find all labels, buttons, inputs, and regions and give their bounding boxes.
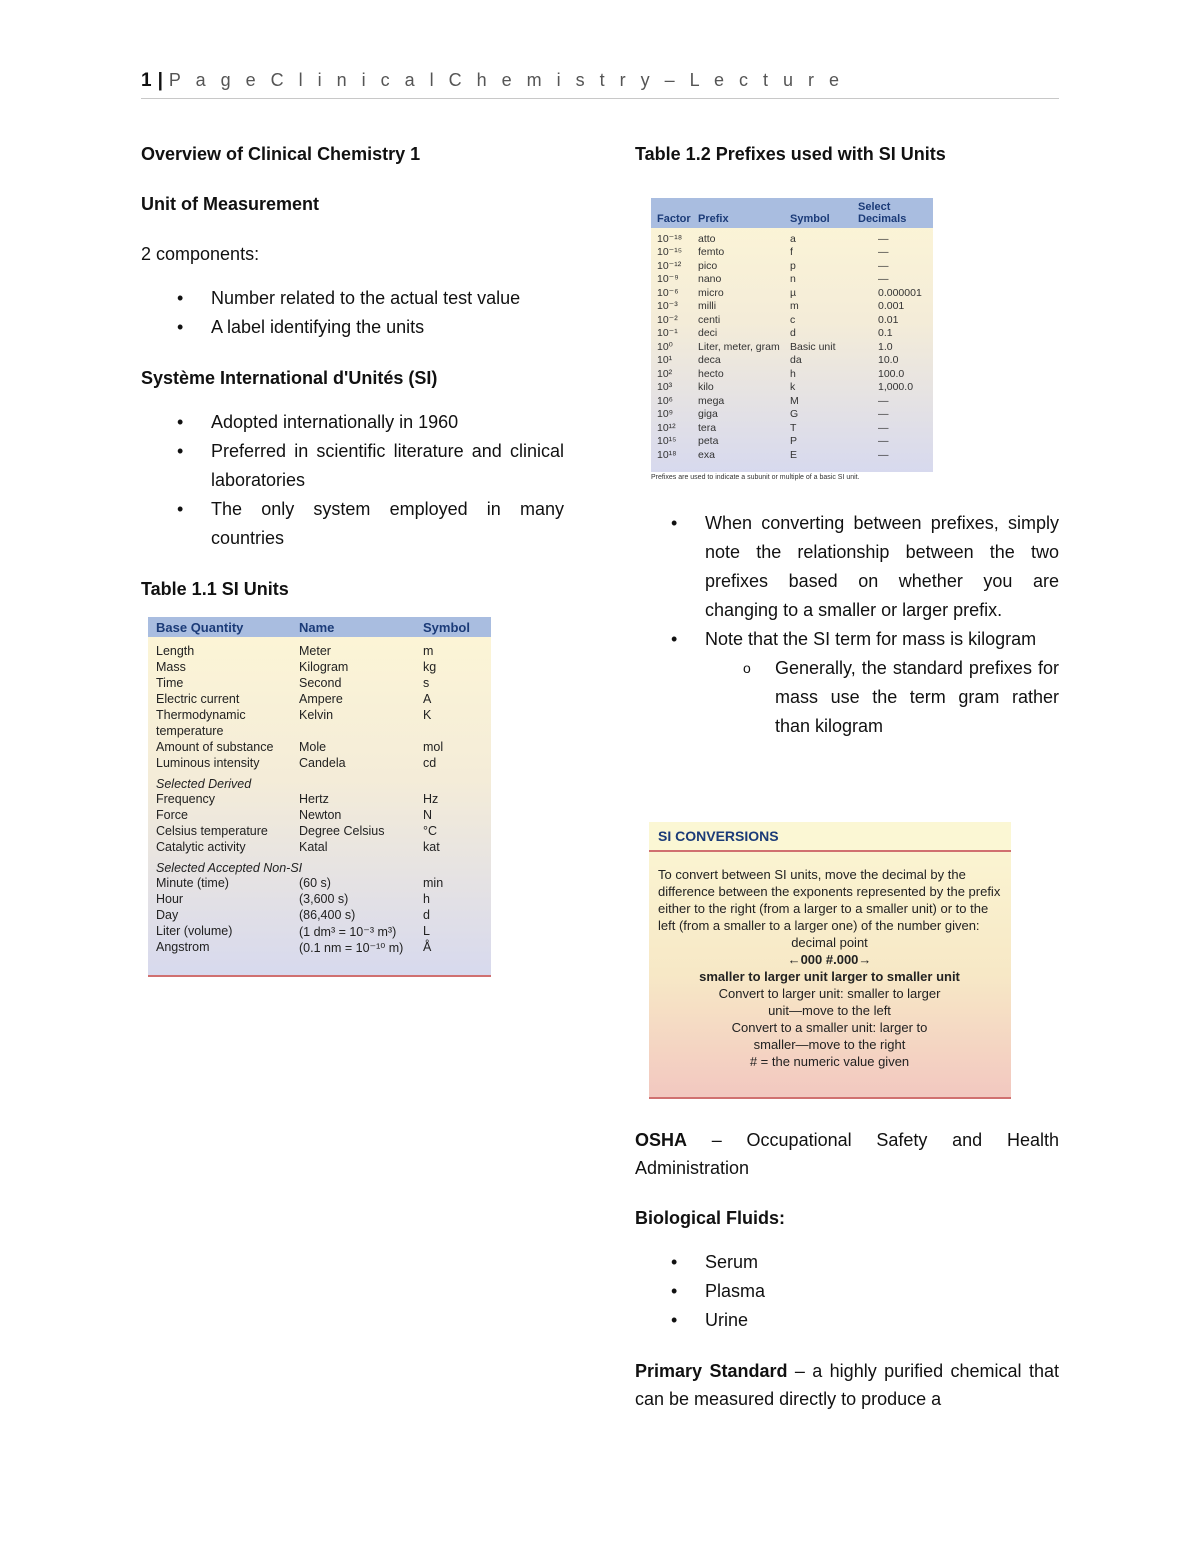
table-row	[651, 259, 933, 273]
table-cell: Hour	[156, 892, 184, 906]
table-row	[148, 823, 491, 839]
table-cell: 10⁻⁶	[657, 286, 679, 299]
table-row	[651, 435, 933, 449]
table-cell: µ	[790, 286, 797, 299]
table-cell: L	[423, 924, 430, 938]
list-item: • Urine	[635, 1306, 1059, 1335]
table-row	[651, 408, 933, 422]
table-row	[148, 939, 491, 955]
overview-heading: Overview of Clinical Chemistry 1	[141, 144, 421, 164]
table-cell: 1.0	[878, 340, 893, 353]
table-cell: P	[790, 435, 798, 448]
table-cell: 1,000.0	[878, 381, 914, 394]
list-item: • Plasma	[635, 1277, 1059, 1306]
fluids-list	[635, 1248, 1059, 1335]
table-row	[148, 675, 491, 691]
table-cell: f	[790, 246, 793, 259]
si-line: smaller to larger unit larger to smaller unit	[699, 969, 960, 984]
table-cell: a	[790, 232, 796, 245]
primary-standard-term: Primary Standard	[635, 1361, 788, 1381]
table-cell: Liter (volume)	[156, 924, 233, 938]
table-cell: cd	[423, 756, 437, 770]
table-row	[651, 367, 933, 381]
table-cell: Time	[156, 676, 184, 690]
list-item: • Number related to the actual test value	[141, 284, 564, 313]
table-cell: Kelvin	[299, 708, 334, 722]
table-cell: hecto	[698, 367, 724, 380]
header-title: P a g e C l i n i c a l C h e m i s t r y – L e c t u r e	[168, 70, 845, 90]
table-cell: Mole	[299, 740, 327, 754]
table-row	[148, 691, 491, 707]
prefixes-table	[651, 198, 933, 472]
si-line: decimal point	[791, 935, 868, 950]
table-row	[148, 643, 491, 659]
nonsi-rows	[148, 875, 491, 955]
table-row	[651, 448, 933, 462]
table12-footnote: Prefixes are used to indicate a subunit or multiple of a basic SI unit.	[651, 474, 860, 481]
table-cell: (0.1 nm = 10⁻¹⁰ m)	[299, 940, 404, 955]
table-cell: Mass	[156, 660, 186, 674]
header-separator: |	[157, 70, 163, 91]
table-cell: 10⁻²	[657, 313, 678, 326]
table-cell: 10²	[657, 367, 673, 380]
table-cell: —	[878, 448, 889, 461]
table-cell: m	[423, 644, 434, 658]
table-cell: N	[423, 808, 433, 822]
notes-list	[635, 509, 1059, 654]
si-line: unit—move to the left	[768, 1003, 891, 1018]
table-cell: 10⁻³	[657, 300, 678, 313]
page-number: 1	[141, 70, 152, 91]
table-row	[148, 659, 491, 675]
right-column	[635, 140, 1059, 190]
si-line: Convert to larger unit: smaller to larger	[718, 986, 941, 1001]
bullet-icon: •	[671, 1310, 678, 1330]
table11-caption: Table 1.1 SI Units	[141, 579, 289, 599]
osha-paragraph	[635, 1126, 1059, 1182]
subnotes-list	[705, 654, 1059, 741]
si-conversions-text: To convert between SI units, move the decimal by the difference between the exponents represented by the prefix either to the right (from a larger to a smaller unit) or to the left (from a smaller to a larger one) of the number given:	[658, 867, 1001, 933]
list-item: • Serum	[635, 1248, 1059, 1277]
list-item: • A label identifying the units	[141, 313, 564, 342]
table-row	[148, 875, 491, 891]
table-cell: —	[878, 408, 889, 421]
table-cell: —	[878, 273, 889, 286]
table-cell: d	[790, 327, 796, 340]
table-cell: tera	[698, 421, 717, 434]
table-cell: Length	[156, 644, 195, 658]
table-cell: giga	[698, 408, 718, 421]
table-cell: da	[790, 354, 802, 367]
table-cell: E	[790, 448, 798, 461]
table-cell: kg	[423, 660, 437, 674]
table-row	[651, 354, 933, 368]
table-row	[651, 273, 933, 287]
si-heading: Système International d'Unités (SI)	[141, 368, 438, 388]
osha-term: OSHA	[635, 1130, 688, 1150]
nonsi-section-label: Selected Accepted Non-SI	[156, 861, 303, 875]
table-cell: 10⁰	[657, 340, 673, 353]
table-cell: 0.01	[878, 313, 899, 326]
si-line: Convert to a smaller unit: larger to	[731, 1020, 928, 1035]
table-cell: Katal	[299, 840, 328, 854]
table-cell: temperature	[156, 724, 224, 738]
table-cell: A	[423, 692, 432, 706]
table-cell: —	[878, 421, 889, 434]
base-rows	[148, 643, 491, 771]
table-cell: 10¹	[657, 354, 673, 367]
si-line: # = the numeric value given	[749, 1054, 910, 1069]
table-cell: min	[423, 876, 444, 890]
table-row	[148, 807, 491, 823]
table-cell: Candela	[299, 756, 346, 770]
table-cell: Meter	[299, 644, 331, 658]
table-cell: Basic unit	[790, 340, 836, 353]
table-cell: Luminous intensity	[156, 756, 260, 770]
table-cell: Ampere	[299, 692, 343, 706]
list-item: • When converting between prefixes, simply note the relationship between the two prefixes based on whether you are changing to a smaller or larger prefix.	[635, 509, 1059, 625]
table-cell: p	[790, 259, 796, 272]
bullet-icon: •	[177, 499, 184, 519]
bullet-icon: •	[177, 412, 184, 432]
table-cell: (3,600 s)	[299, 892, 349, 906]
components-list	[141, 284, 564, 342]
table-cell: mega	[698, 394, 725, 407]
table-row	[651, 232, 933, 246]
table-cell: k	[790, 381, 796, 394]
table-cell: 10⁻¹²	[657, 259, 682, 272]
table-row	[651, 313, 933, 327]
table-cell: Minute (time)	[156, 876, 229, 890]
table-cell: 10¹⁸	[657, 448, 677, 461]
table-cell: atto	[698, 232, 716, 245]
table-cell: —	[878, 435, 889, 448]
derived-rows	[148, 791, 491, 855]
list-item: o Generally, the standard prefixes for mass use the term gram rather than kilogram	[705, 654, 1059, 741]
table-cell: M	[790, 394, 799, 407]
prefix-rows	[651, 232, 933, 462]
si-line: smaller—move to the right	[753, 1037, 906, 1052]
table-cell: h	[423, 892, 430, 906]
table-header: Factor Prefix Symbol Select Decimals	[651, 198, 933, 228]
left-column	[141, 140, 564, 625]
table-row	[148, 755, 491, 771]
table-cell: milli	[698, 300, 717, 313]
bullet-icon: •	[671, 513, 678, 533]
table-cell: n	[790, 273, 796, 286]
bullet-icon: •	[671, 1281, 678, 1301]
table-cell: (1 dm³ = 10⁻³ m³)	[299, 924, 397, 939]
table-cell: G	[790, 408, 799, 421]
table-cell: deci	[698, 327, 718, 340]
derived-section-label: Selected Derived	[156, 777, 252, 791]
table-row	[148, 839, 491, 855]
table-cell: —	[878, 394, 889, 407]
right-lower	[635, 1126, 1059, 1435]
table-header: Base Quantity Name Symbol	[148, 617, 491, 637]
table-cell: 100.0	[878, 367, 905, 380]
table-row	[651, 327, 933, 341]
table-cell: Day	[156, 908, 179, 922]
table-row	[651, 421, 933, 435]
table-row	[148, 707, 491, 723]
table-row	[148, 923, 491, 939]
table-cell: c	[790, 313, 796, 326]
primary-standard-definition: – a highly purified chemical that can be measured directly to produce a	[635, 1361, 1059, 1409]
table-cell: nano	[698, 273, 722, 286]
circle-bullet-icon: o	[743, 660, 751, 676]
table-cell: (86,400 s)	[299, 908, 356, 922]
table-cell: Liter, meter, gram	[698, 340, 780, 353]
table-cell: °C	[423, 824, 438, 838]
table-cell: Catalytic activity	[156, 840, 246, 854]
si-conversions-title: SI CONVERSIONS	[649, 822, 1011, 852]
table-row	[651, 300, 933, 314]
table-cell: Kilogram	[299, 660, 349, 674]
table-cell: micro	[698, 286, 724, 299]
bullet-icon: •	[177, 441, 184, 461]
list-item: • Note that the SI term for mass is kilogram	[635, 625, 1059, 654]
right-notes	[635, 509, 1059, 741]
table-cell: m	[790, 300, 799, 313]
si-conversions-body	[649, 852, 1011, 1070]
table-cell: Force	[156, 808, 188, 822]
table-cell: —	[878, 259, 889, 272]
table-cell: 10⁶	[657, 394, 674, 407]
table-row	[651, 340, 933, 354]
table-cell: s	[423, 676, 430, 690]
table-cell: 10⁻¹	[657, 327, 678, 340]
list-item: • Preferred in scientific literature and clinical laboratories	[141, 437, 564, 495]
bullet-icon: •	[671, 1252, 678, 1272]
table-cell: h	[790, 367, 796, 380]
table-cell: Angstrom	[156, 940, 210, 954]
fluids-heading: Biological Fluids:	[635, 1208, 786, 1228]
table-row	[651, 394, 933, 408]
si-units-table	[148, 617, 491, 977]
table-cell: Electric current	[156, 692, 240, 706]
table-cell: femto	[698, 246, 725, 259]
table-cell: 10¹²	[657, 421, 676, 434]
bullet-icon: •	[177, 288, 184, 308]
table-cell: Newton	[299, 808, 342, 822]
table-cell: Å	[423, 940, 432, 954]
table-row	[148, 723, 491, 739]
table-cell: peta	[698, 435, 719, 448]
table-cell: pico	[698, 259, 718, 272]
si-points-list	[141, 408, 564, 553]
table-cell: centi	[698, 313, 721, 326]
si-conversions-box	[649, 822, 1011, 1099]
table-cell: —	[878, 232, 889, 245]
table-row	[651, 286, 933, 300]
table-cell: kat	[423, 840, 440, 854]
table-cell: Celsius temperature	[156, 824, 268, 838]
unit-heading: Unit of Measurement	[141, 194, 320, 214]
table-cell: 0.1	[878, 327, 893, 340]
table-cell: d	[423, 908, 430, 922]
table-cell: K	[423, 708, 432, 722]
table-cell: 10⁹	[657, 408, 674, 421]
page-header	[141, 70, 1059, 99]
list-item: • The only system employed in many countries	[141, 495, 564, 553]
table-cell: deca	[698, 354, 721, 367]
table-cell: (60 s)	[299, 876, 331, 890]
table-row	[148, 907, 491, 923]
bullet-icon: •	[177, 317, 184, 337]
table-row	[148, 891, 491, 907]
table-cell: 0.000001	[878, 286, 922, 299]
box-bottom-rule	[649, 1097, 1011, 1099]
table12-caption: Table 1.2 Prefixes used with SI Units	[635, 144, 946, 164]
table-cell: 10.0	[878, 354, 899, 367]
list-item: • Adopted internationally in 1960	[141, 408, 564, 437]
table-cell: T	[790, 421, 797, 434]
table-cell: Amount of substance	[156, 740, 274, 754]
table-cell: 0.001	[878, 300, 905, 313]
table-cell: 10⁻¹⁵	[657, 246, 683, 259]
table-cell: mol	[423, 740, 444, 754]
table-row	[651, 381, 933, 395]
table-cell: Hz	[423, 792, 439, 806]
table-cell: 10¹⁵	[657, 435, 677, 448]
table-row	[148, 791, 491, 807]
table-row	[148, 739, 491, 755]
table-cell: 10⁻¹⁸	[657, 232, 683, 245]
si-line: ←000 #.000→	[787, 952, 872, 967]
table-cell: 10⁻⁹	[657, 273, 679, 286]
primary-standard-paragraph	[635, 1357, 1059, 1413]
table-cell: —	[878, 246, 889, 259]
osha-definition: – Occupational Safety and Health Administration	[635, 1130, 1059, 1178]
table-row	[651, 246, 933, 260]
table-cell: Hertz	[299, 792, 329, 806]
table-cell: 10³	[657, 381, 673, 394]
bullet-icon: •	[671, 629, 678, 649]
table-cell: exa	[698, 448, 715, 461]
table-bottom-rule	[148, 975, 491, 977]
table-cell: Second	[299, 676, 342, 690]
table-cell: Degree Celsius	[299, 824, 385, 838]
table-cell: kilo	[698, 381, 714, 394]
components-label: 2 components:	[141, 244, 260, 264]
table-cell: Frequency	[156, 792, 216, 806]
table-cell: Thermodynamic	[156, 708, 246, 722]
